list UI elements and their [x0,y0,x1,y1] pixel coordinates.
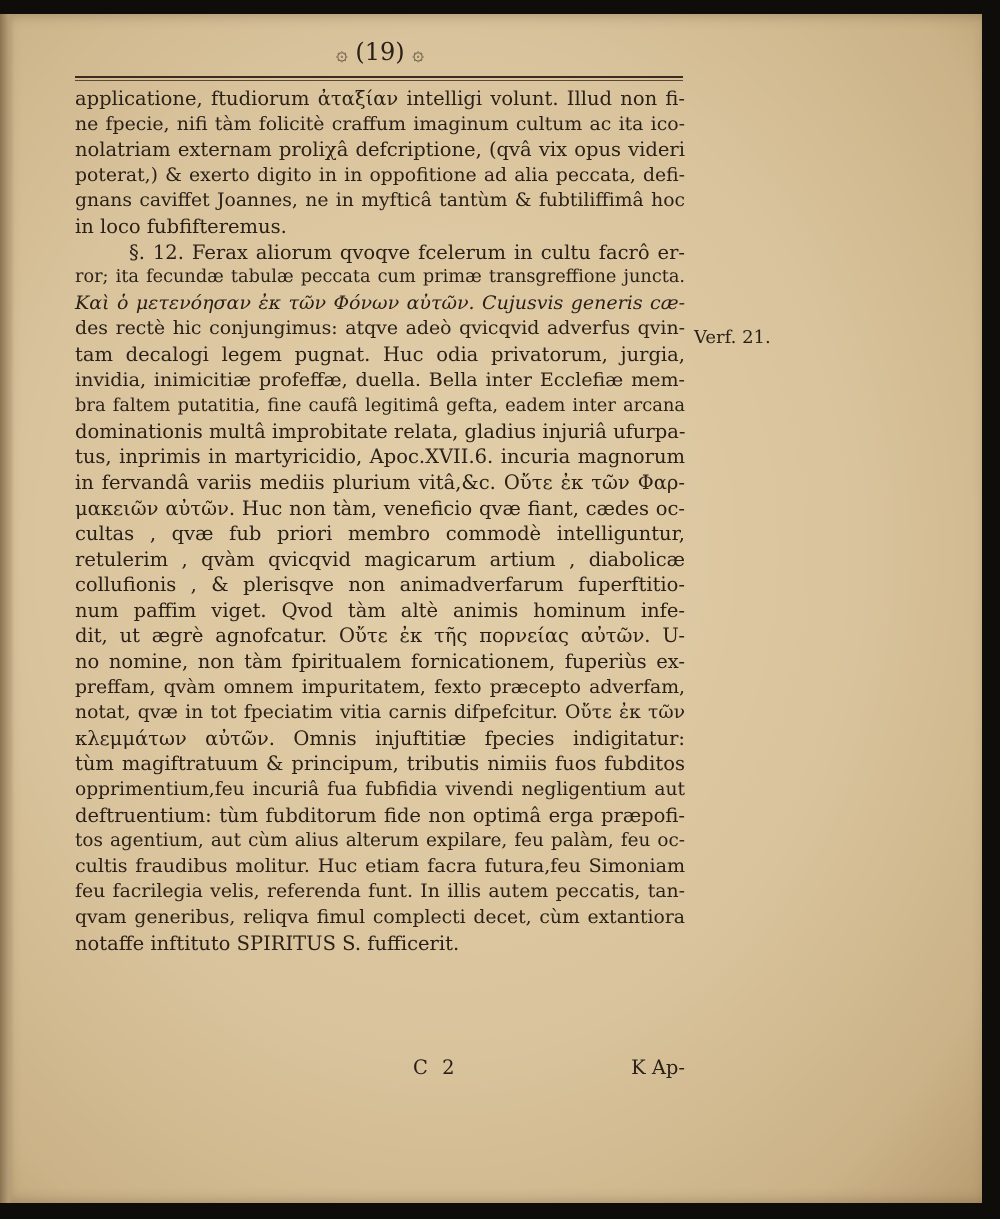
text-line: collufionis , & plerisqve non animadverfarum fuperftitio- [75,573,685,597]
text-line: μακειῶν αὐτῶν. Huc non tàm, veneficio qvæ fiant, cædes oc- [75,496,685,520]
page-number: (19) [355,38,405,66]
page-gutter [0,14,14,1203]
scan-border-top [0,0,1000,14]
text-line: bra faltem putatitia, fine caufâ legitimâ gefta, eadem inter arcana [75,395,685,417]
text-line: invidia, inimicitiæ profeffæ, duella. Bella inter Ecclefiæ mem- [75,368,685,391]
ornament-right-icon: ۞ [412,41,424,65]
text-line: notaffe inftituto SPIRITUS S. fufficerit. [75,931,460,955]
scan-border-right [982,0,1000,1219]
text-line: tam decalogi legem pugnat. Huc odia privatorum, jurgia, [75,342,685,366]
page-header [0,38,760,66]
text-line: des rectè hic conjungimus: atqve adeò qvicqvid adverfus qvin- [75,317,685,340]
text-line: no nomine, non tàm fpiritualem fornicationem, fuperiùs ex- [75,650,685,674]
text-line: applicatione, ftudiorum ἀταξίαν intelligi volunt. Illud non fi- [75,87,685,110]
margin-note-verse: Verf. 21. [694,327,771,348]
text-line: tos agentium, aut cùm alius alterum expilare, feu palàm, feu oc- [75,830,685,852]
text-line: poterat,) & exerto digito in in oppofitione ad alia peccata, defi- [75,164,685,186]
text-line: in fervandâ variis mediis plurium vitâ,&c. Οὔτε ἐκ τῶν Φαρ- [75,470,685,494]
text-line: tus, inprimis in martyricidio, Apoc.XVII.6. incuria magnorum [75,445,685,469]
text-line: nolatriam externam proliχâ defcriptione, (qvâ vix opus videri [75,138,685,162]
text-line: num paffim viget. Qvod tàm altè animis hominum infe- [75,598,685,622]
book-page [0,14,982,1203]
section-heading-line: §. 12. Ferax aliorum qvoqve fcelerum in cultu facrô er- [129,240,685,264]
text-line: cultis fraudibus molitur. Huc etiam facra futura,feu Simoniam [75,854,685,877]
text-line: preffam, qvàm omnem impuritatem, fexto præcepto adverfam, [75,676,685,698]
signature-mark: C 2 [413,1056,459,1079]
text-line: in loco fubfifteremus. [75,214,287,238]
text-line: retulerim , qvàm qvicqvid magicarum artium , diabolicæ [75,547,685,571]
text-line: opprimentium,feu incuriâ fua fubfidia vivendi negligentium aut [75,779,685,801]
text-line: dominationis multâ improbitate relata, gladius injuriâ ufurpa- [75,419,686,443]
body-text [75,86,685,956]
text-line: κλεμμάτων αὐτῶν. Omnis injuftitiæ fpecies indigitatur: [75,726,685,750]
scan-border-bottom [0,1203,1000,1219]
text-line: notat, qvæ in tot fpeciatim vitia carnis difpefcitur. Οὔτε ἐκ τῶν [75,702,685,724]
text-line: qvam generibus, reliqva fimul complecti decet, cùm extantiora [75,907,685,928]
text-line: gnans caviffet Joannes, ne in myfticâ tantùm & fubtiliffimâ hoc [75,190,685,212]
ornament-left-icon: ۞ [336,41,348,65]
text-line: deftruentium: tùm fubditorum fide non optimâ erga præpofi- [75,803,685,827]
text-line: cultas , qvæ fub priori membro commodè intelliguntur, [75,522,685,546]
catchword: K Ap- [631,1056,685,1079]
text-line: ne fpecie, nifi tàm folicitè craffum imaginum cultum ac ita ico- [75,112,685,135]
text-line: dit, ut ægrè agnofcatur. Οὔτε ἐκ τῆς πορνείας αὐτῶν. U- [75,624,685,648]
text-line: Καὶ ὁ μετενόησαν ἐκ τῶν Φόνων αὐτῶν. Cujusvis generis cæ- [75,291,685,314]
header-rule-thin [75,80,683,81]
text-line: tùm magiftratuum & principum, tributis nimiis fuos fubditos [75,752,685,776]
header-rule [75,76,683,78]
page-footer [75,1056,685,1082]
text-line: feu facrilegia velis, referenda funt. In illis autem peccatis, tan- [75,881,685,903]
text-line: ror; ita fecundæ tabulæ peccata cum primæ transgreffione juncta. [75,267,685,288]
